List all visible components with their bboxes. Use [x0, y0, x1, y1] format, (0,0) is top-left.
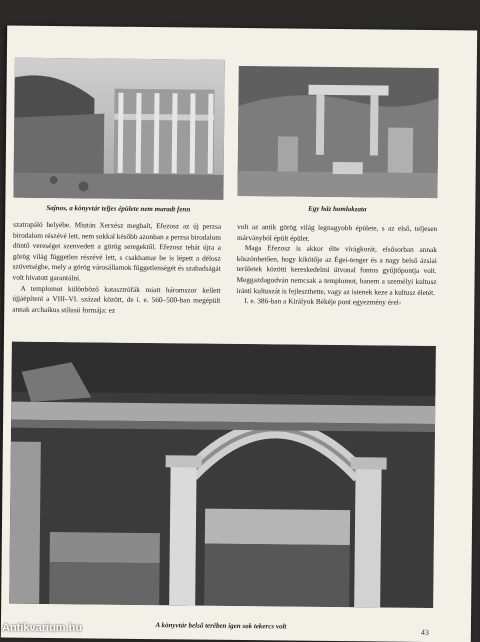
book-page — [1, 26, 477, 642]
watermark: Antikvarium.hu — [2, 622, 83, 634]
caption-house-facade: Egy ház homlokzata — [308, 204, 367, 214]
caption-library-arch: A könyvtár belső terében igen sok tekercs volt — [155, 621, 287, 631]
library-arch-photo — [9, 342, 436, 608]
caption-library-facade: Sajnos, a könyvtár teljes épülete nem maradt fenn — [46, 203, 191, 214]
text-column-right — [236, 222, 437, 309]
paragraph: A templomot különböző katasztrófák miatt háromszor kellett újjáépíteni a VIII–VI. század között, de i. e. 560–500-ban megépült annak archaikus stílusú formája: ez — [12, 283, 221, 315]
library-facade-photo — [13, 58, 224, 200]
page-number: 43 — [420, 627, 429, 638]
house-facade-photo — [237, 66, 438, 198]
text-column-left — [12, 220, 221, 318]
paragraph: volt az antik görög világ legnagyobb épülete, s az első, teljesen márványból épült épület. — [236, 221, 438, 243]
paragraph: szatrapáló helyébe. Miután Xerxész meghalt, Efezosz az új perzsa birodalom részévé lett, nem sokkal később azonban a perzsa birodalom döntő vereséget szenvedett a görög seregektől. Efezosz tehát újra a görög világ független részévé lett, s csakhamar be is lépett a délosz szövetségbe, mely a görög városállamok függetlenségét és szabadságát volt hivatott garantálni. — [12, 219, 222, 283]
paragraph: I. e. 386-ban a Királyok Békéje pont egyezmény érel- — [244, 296, 402, 307]
paragraph: Maga Efezosz is akkor élte virágkorát, elsősorban annak köszönhetően, hogy kikötője az Égei-tenger és a nagy belső ázsiai területek közötti kereskedelmi útvonal fontos gyűjtőpontja volt. Meggazdagodván nemcsak a templomot, hanem a személyi kultusz iránti kultuszát is fejleszthette, vagy az istenek keze a kultusz életét. — [236, 243, 437, 297]
